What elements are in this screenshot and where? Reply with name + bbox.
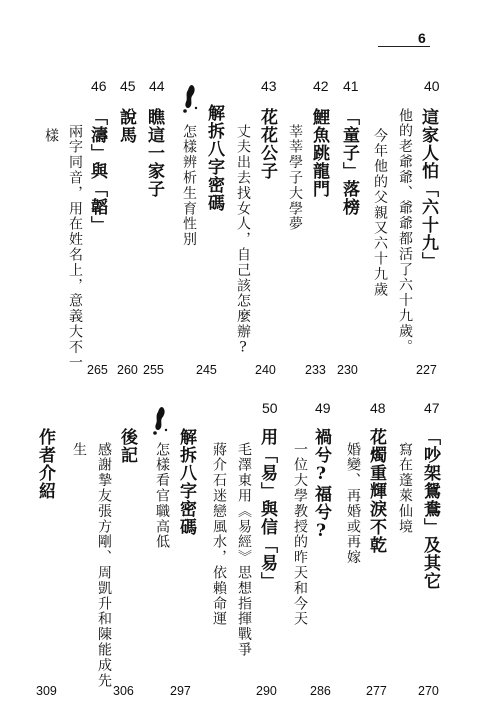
page-ref: 227 [416, 363, 437, 377]
page-ref: 309 [36, 684, 57, 698]
entry-title: 禍兮?福兮? [311, 428, 331, 542]
page-number: 6 [418, 30, 426, 46]
section-number: 44 [149, 78, 165, 94]
entry-subtitle: 生 [71, 442, 87, 458]
section-number: 42 [313, 78, 329, 94]
section-number: 49 [315, 400, 331, 416]
section-number: 48 [370, 400, 386, 416]
entry-title: 花花公子 [257, 108, 277, 180]
entry-subtitle: 丈夫出去找女人，自己該怎麼辦? [235, 124, 251, 357]
section-number: 45 [120, 78, 136, 94]
section-number: 41 [343, 78, 359, 94]
entry-title: 用「易」與信「易」 [257, 428, 277, 590]
entry-title: 後記 [117, 428, 137, 464]
ink-blot-mark [180, 84, 202, 114]
page-ref: 230 [337, 363, 358, 377]
page-ref: 306 [113, 684, 134, 698]
entry-title: 「濤」與「韜」 [87, 108, 107, 234]
entry-title: 解拆八字密碼 [176, 428, 196, 536]
entry-subtitle: 感謝摯友張方剛、周凱升和陳能成先 [96, 442, 112, 689]
entry-title: 解拆八字密碼 [204, 104, 224, 212]
entry-title: 「吵架鴛鴦」及其它 [420, 428, 440, 590]
entry-title: 鯉魚跳龍門 [309, 108, 329, 198]
entry-title: 「童子」落榜 [339, 108, 359, 216]
entry-title: 這家人怕「六十九」 [418, 108, 438, 270]
entry-subtitle: 今年他的父親又六十九歲 [372, 128, 388, 298]
page-ref: 260 [117, 363, 138, 377]
entry-subtitle: 他的老爺爺、爺爺都活了六十九歲。 [397, 108, 413, 355]
entry-subtitle: 婚變、再婚或再嫁 [345, 442, 361, 566]
entry-subtitle: 兩字同音，用在姓名上，意義大不一 [67, 124, 83, 371]
entry-title: 花燭重輝淚不乾 [366, 428, 386, 554]
page-ref: 265 [87, 363, 108, 377]
entry-subtitle: 樣 [43, 128, 59, 144]
section-number: 46 [91, 78, 107, 94]
entry-subtitle: 寫在蓬萊仙境 [397, 442, 413, 535]
page-ref: 240 [255, 363, 276, 377]
page-ref: 277 [366, 684, 387, 698]
section-number: 43 [261, 78, 277, 94]
section-number: 47 [424, 400, 440, 416]
page-ref: 270 [418, 684, 439, 698]
entry-subtitle: 怎樣看官職高低 [154, 442, 170, 550]
page-ref: 233 [305, 363, 326, 377]
page-ref: 290 [256, 684, 277, 698]
page-ref: 255 [143, 363, 164, 377]
entry-title: 說馬 [116, 108, 136, 144]
entry-subtitle: 怎樣辨析生育性別 [181, 124, 197, 248]
entry-subtitle: 一位大學教授的昨天和今天 [292, 442, 308, 627]
ink-blot-mark [150, 406, 172, 436]
section-number: 50 [262, 400, 278, 416]
header-rule [378, 46, 430, 47]
page-ref: 297 [170, 684, 191, 698]
page-ref: 245 [196, 363, 217, 377]
section-number: 40 [424, 78, 440, 94]
entry-subtitle: 莘莘學子大學夢 [287, 124, 303, 232]
entry-title: 作者介紹 [35, 428, 55, 500]
entry-subtitle: 蔣介石迷戀風水，依賴命運 [211, 442, 227, 627]
entry-subtitle: 毛澤東用《易經》思想指揮戰爭 [236, 442, 252, 658]
page-ref: 286 [310, 684, 331, 698]
entry-title: 瞧這一家子 [144, 108, 164, 198]
